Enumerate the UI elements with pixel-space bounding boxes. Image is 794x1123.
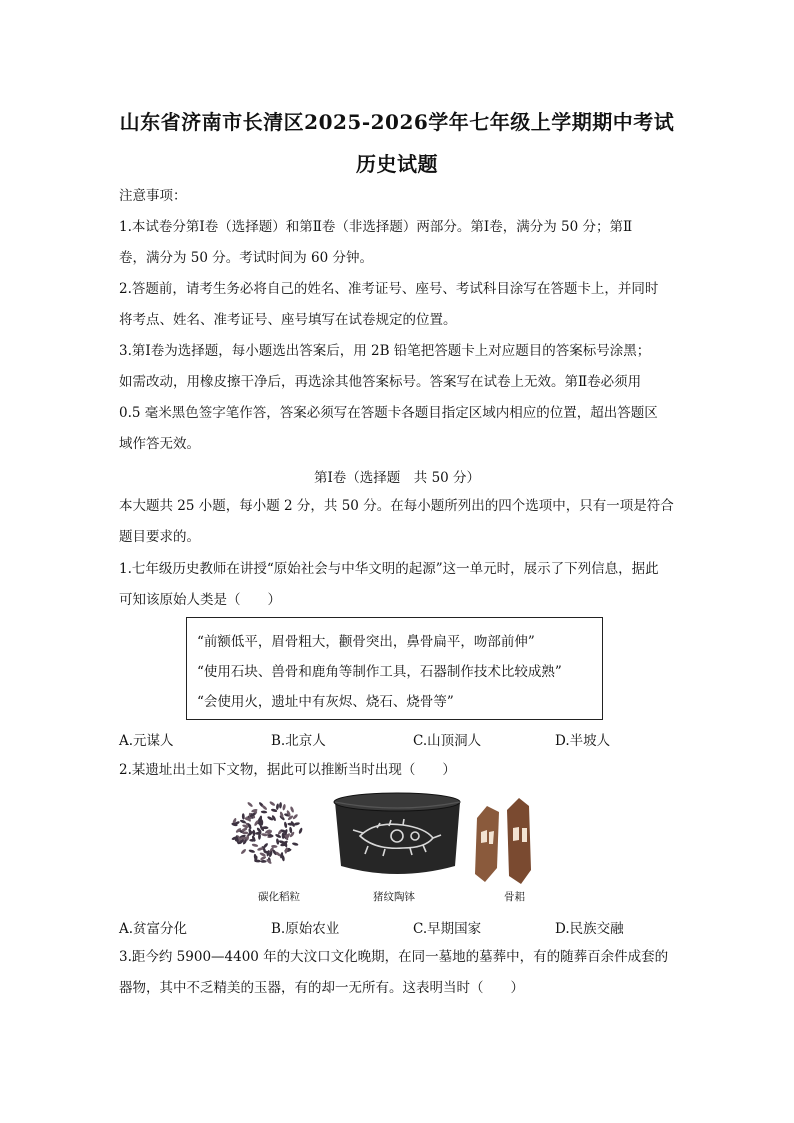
- notes-line: 0.5 毫米黑色签字笔作答，答案必须写在答题卡各题目指定区域内相应的位置，超出答题区: [119, 405, 658, 421]
- notes-heading: 注意事项：: [119, 188, 187, 204]
- question-1-option-b[interactable]: B.北京人: [271, 733, 326, 749]
- notes-line: 将考点、姓名、准考证号、座号填写在试卷规定的位置。: [119, 312, 457, 328]
- notes-line: 卷，满分为 50 分。考试时间为 60 分钟。: [119, 250, 374, 266]
- notes-line: 1.本试卷分第Ⅰ卷（选择题）和第Ⅱ卷（非选择题）两部分。第Ⅰ卷，满分为 50 分；第Ⅱ: [119, 219, 633, 235]
- section-heading: 第Ⅰ卷（选择题 共 50 分）: [313, 470, 481, 486]
- question-1-material-box: [186, 617, 603, 720]
- notes-line: 域作答无效。: [119, 436, 200, 452]
- section-intro: 题目要求的。: [119, 529, 200, 545]
- question-1-option-d[interactable]: D.半坡人: [555, 733, 611, 749]
- section-intro: 本大题共 25 小题，每小题 2 分，共 50 分。在每小题所列出的四个选项中，只有一项是符合: [119, 498, 674, 514]
- question-2-option-d[interactable]: D.民族交融: [555, 921, 624, 937]
- question-3-stem: 3.距今约 5900—4400 年的大汶口文化晚期，在同一墓地的墓葬中，有的随葬百余件成套的: [119, 949, 669, 965]
- question-3-stem: 器物，其中不乏精美的玉器，有的却一无所有。这表明当时（ ）: [119, 980, 524, 996]
- caption-carbonized-rice: 碳化稻粒: [258, 891, 300, 903]
- question-2-option-a[interactable]: A.贫富分化: [119, 921, 188, 937]
- question-1-option-c[interactable]: C.山顶洞人: [413, 733, 482, 749]
- material-quote: “使用石块、兽骨和鹿角等制作工具，石器制作技术比较成熟”: [197, 664, 562, 680]
- question-2-option-b[interactable]: B.原始农业: [271, 921, 340, 937]
- question-1-option-a[interactable]: A.元谋人: [119, 733, 174, 749]
- material-quote: “前额低平，眉骨粗大，颧骨突出，鼻骨扁平，吻部前伸”: [197, 634, 535, 650]
- caption-pig-pot: 猪纹陶钵: [373, 891, 415, 903]
- caption-bone-spade: 骨耜: [504, 891, 525, 903]
- question-2-option-c[interactable]: C.早期国家: [413, 921, 482, 937]
- question-1-stem: 可知该原始人类是（ ）: [119, 592, 281, 608]
- exam-subtitle: 历史试题: [356, 152, 438, 176]
- carbonized-rice-image: [229, 794, 305, 866]
- question-2-stem: 2.某遗址出土如下文物，据此可以推断当时出现（ ）: [119, 762, 456, 778]
- exam-title: 山东省济南市长清区2025-2026学年七年级上学期期中考试: [119, 110, 675, 134]
- notes-line: 3.第Ⅰ卷为选择题，每小题选出答案后，用 2B 铅笔把答题卡上对应题目的答案标号涂黑；: [119, 343, 651, 359]
- bone-spade-image: [475, 798, 531, 884]
- material-quote: “会使用火，遗址中有灰烬、烧石、烧骨等”: [197, 694, 454, 710]
- notes-line: 如需改动，用橡皮擦干净后，再选涂其他答案标号。答案写在试卷上无效。第Ⅱ卷必须用: [119, 374, 642, 390]
- question-1-stem: 1.七年级历史教师在讲授“原始社会与中华文明的起源”这一单元时，展示了下列信息，据此: [119, 561, 659, 577]
- notes-line: 2.答题前，请考生务必将自己的姓名、准考证号、座号、考试科目涂写在答题卡上，并同时: [119, 281, 659, 297]
- question-2-artifact-figure: [225, 788, 555, 890]
- pig-pattern-pot-image: [334, 793, 460, 874]
